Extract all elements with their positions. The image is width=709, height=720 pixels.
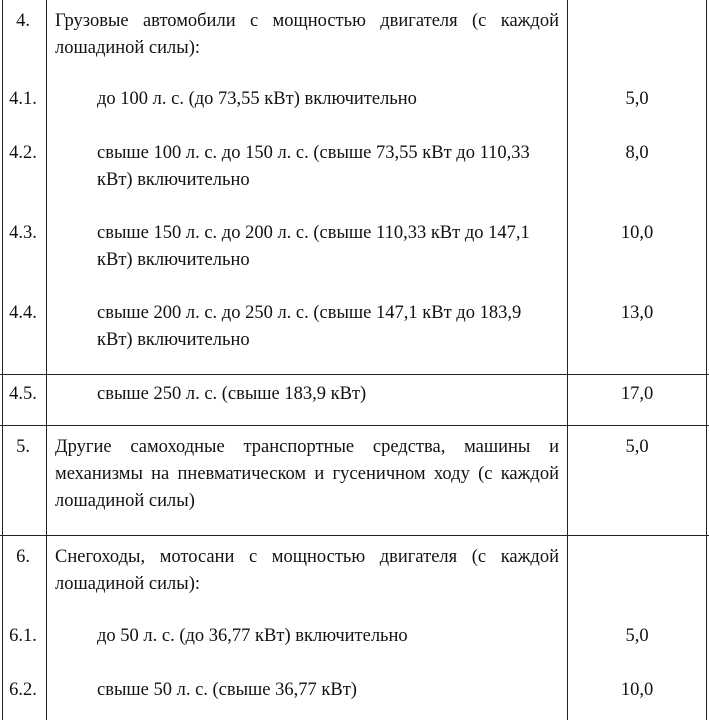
table-border-right: [706, 0, 707, 720]
row-description: до 100 л. с. (до 73,55 кВт) включительно: [97, 89, 417, 109]
row-description: свыше 100 л. с. до 150 л. с. (свыше 73,55 кВт до 110,33 кВт) включительно: [97, 143, 530, 190]
row-rate-value: 10,0: [620, 680, 654, 700]
row-number: 4.: [16, 11, 30, 31]
row-number: 4.4.: [9, 303, 37, 323]
row-description: свыше 50 л. с. (свыше 36,77 кВт): [97, 680, 357, 700]
row-number: 5.: [16, 437, 30, 457]
row-rate-value: 5,0: [625, 89, 649, 109]
row-description: свыше 250 л. с. (свыше 183,9 кВт): [97, 384, 367, 404]
row-description: свыше 150 л. с. до 200 л. с. (свыше 110,33 кВт до 147,1 кВт) включительно: [97, 223, 530, 270]
row-description: Снегоходы, мотосани с мощностью двигателя (с каждой лошадиной силы):: [55, 547, 559, 594]
row-rate-value: 5,0: [625, 626, 649, 646]
row-number: 4.1.: [9, 89, 37, 109]
column-divider-number: [46, 0, 47, 720]
row-rate-value: 13,0: [620, 303, 654, 323]
row-number: 6.: [16, 547, 30, 567]
row-number: 6.2.: [9, 680, 37, 700]
row-rate-value: 5,0: [625, 437, 649, 457]
row-number: 4.5.: [9, 384, 37, 404]
row-description: Другие самоходные транспортные средства, машины и механизмы на пневматическом и гусеничном ходу (с каждой лошадиной силы): [55, 437, 559, 511]
row-divider: [0, 535, 709, 536]
row-divider: [0, 374, 709, 375]
row-rate-value: 10,0: [620, 223, 654, 243]
row-description: до 50 л. с. (до 36,77 кВт) включительно: [97, 626, 408, 646]
row-divider: [0, 425, 709, 426]
row-description: свыше 200 л. с. до 250 л. с. (свыше 147,1 кВт до 183,9 кВт) включительно: [97, 303, 522, 350]
row-number: 4.2.: [9, 143, 37, 163]
row-rate-value: 17,0: [620, 384, 654, 404]
row-description: Грузовые автомобили с мощностью двигателя (с каждой лошадиной силы):: [55, 11, 559, 58]
row-number: 4.3.: [9, 223, 37, 243]
row-number: 6.1.: [9, 626, 37, 646]
row-rate-value: 8,0: [625, 143, 649, 163]
